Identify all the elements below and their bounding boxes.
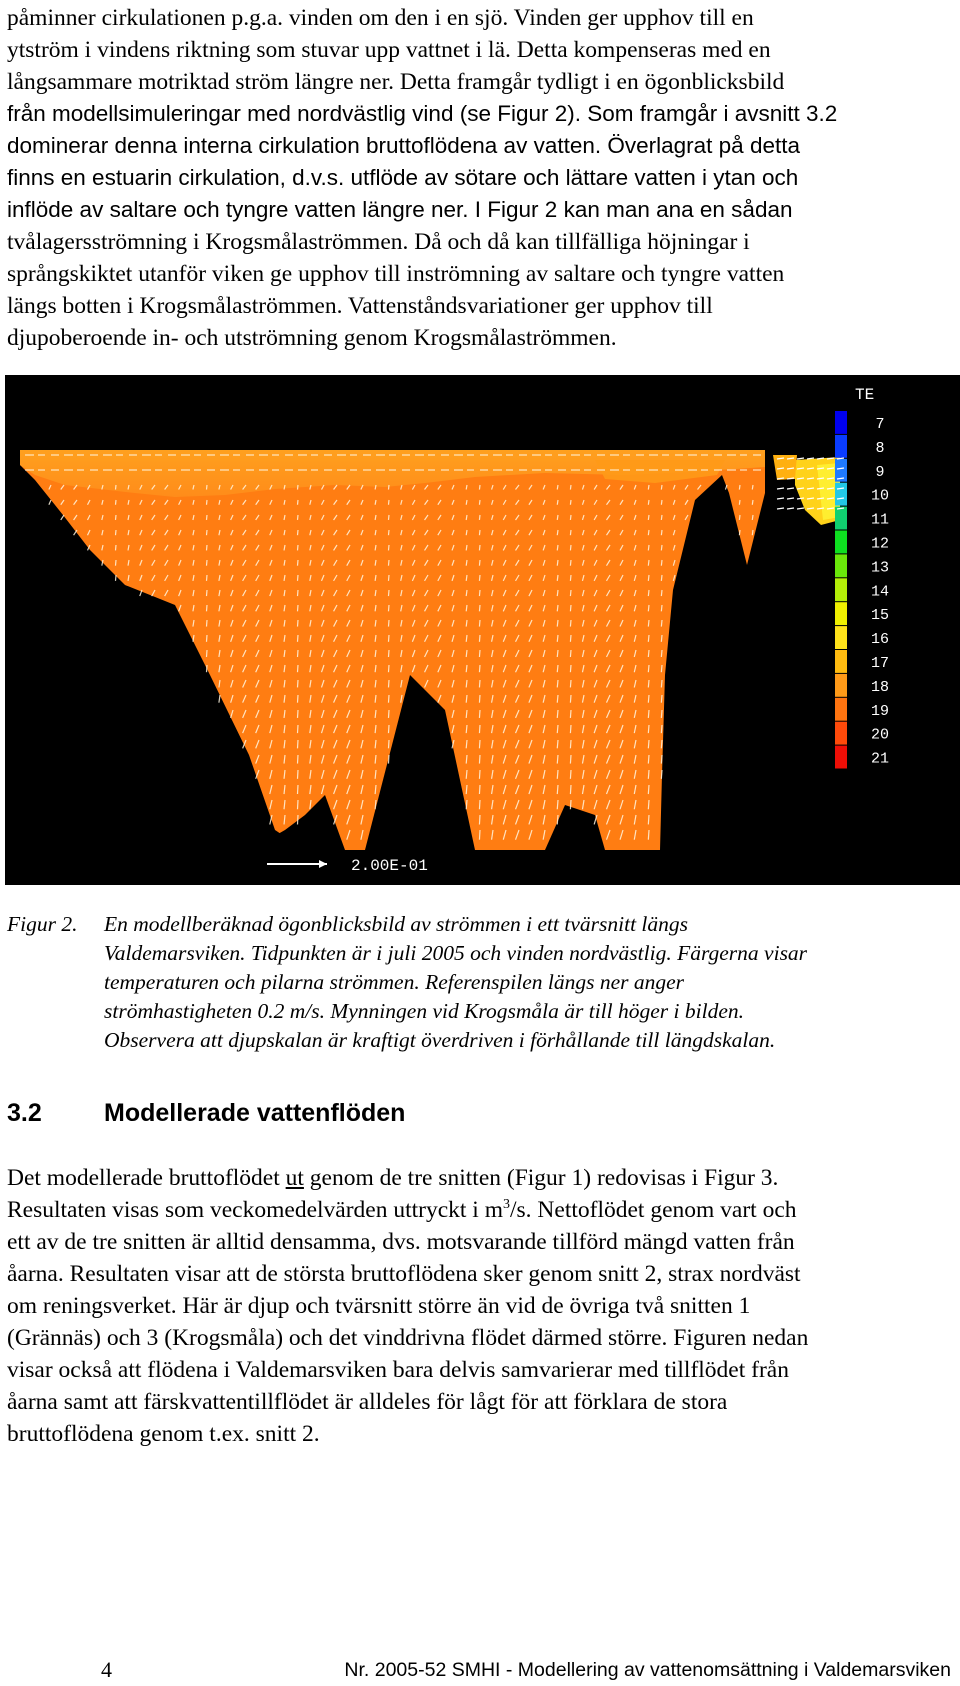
legend-swatch: [835, 435, 847, 458]
body-line: om reningsverket. Här är djup och tvärsnitt större än vid de övriga två snitten 1: [7, 1293, 751, 1319]
current-vector: [297, 515, 298, 520]
intro-line: dominerar denna interna cirkulation bruttoflödena av vatten. Överlagrat på detta: [7, 133, 800, 158]
current-vector: [739, 500, 740, 505]
current-vector: [557, 560, 558, 566]
current-vector: [388, 530, 389, 535]
body-line: [7, 1162, 953, 1194]
body-line: åarna. Resultaten visar att de största bruttoflödena sker genom snitt 2, strax nordväst: [7, 1261, 801, 1287]
current-vector: [466, 800, 467, 809]
current-vector: [207, 485, 208, 490]
current-vector: [557, 620, 558, 627]
current-vector: [479, 800, 480, 809]
intro-line: långsammare motriktad ström längre ner. Detta framgår tydligt i en ögonblicksbild: [7, 69, 785, 95]
current-vector: [297, 545, 298, 550]
current-vector: [648, 560, 649, 566]
current-vector: [557, 710, 558, 718]
current-vector: [466, 650, 467, 657]
current-vector: [388, 695, 389, 703]
current-vector: [570, 545, 571, 550]
current-vector: [661, 635, 662, 642]
current-vector: [661, 590, 662, 596]
current-vector: [479, 695, 480, 703]
body-text: Resultaten visas som veckomedelvärden uttryckt i m: [7, 1197, 503, 1223]
current-vector: [388, 755, 389, 764]
current-vector: [557, 635, 558, 642]
current-vector: [752, 530, 753, 535]
legend-label: 19: [870, 702, 890, 720]
current-vector: [297, 695, 298, 703]
current-vector: [479, 665, 480, 672]
current-vector: [648, 725, 649, 733]
current-vector: [570, 680, 571, 687]
current-vector: [466, 590, 467, 596]
current-vector: [479, 545, 480, 550]
current-vector: [557, 575, 558, 581]
current-vector: [570, 635, 571, 642]
current-vector: [661, 740, 662, 748]
current-vector: [207, 515, 208, 520]
legend-label: 18: [870, 678, 890, 696]
current-vector: [479, 620, 480, 627]
current-vector: [388, 740, 389, 748]
current-vector: [648, 635, 649, 642]
current-vector: [557, 785, 558, 794]
current-vector: [557, 695, 558, 703]
current-vector: [388, 500, 389, 505]
current-vector: [466, 755, 467, 764]
current-vector: [388, 590, 389, 596]
current-vector: [115, 530, 116, 535]
current-vector: [661, 710, 662, 718]
legend-label: 10: [870, 487, 890, 505]
current-vector: [297, 725, 298, 733]
current-vector: [466, 680, 467, 687]
current-vector: [570, 695, 571, 703]
current-vector: [207, 590, 208, 596]
body-text: genom de tre snitten (Figur 1) redovisas i Figur 3.: [303, 1165, 779, 1191]
current-vector: [207, 635, 208, 642]
current-vector: [648, 575, 649, 581]
current-vector: [648, 665, 649, 672]
legend-swatch: [835, 507, 847, 530]
current-vector: [648, 830, 649, 840]
current-vector: [557, 485, 558, 490]
current-vector: [297, 650, 298, 657]
current-vector: [115, 575, 116, 581]
legend-swatch: [835, 722, 847, 745]
current-vector: [557, 800, 558, 809]
current-vector: [739, 515, 740, 520]
intro-line: ytström i vindens riktning som stuvar upp vattnet i lä. Detta kompenseras med en: [7, 37, 771, 63]
underlined-word: ut: [285, 1165, 304, 1191]
legend-swatch: [835, 674, 847, 697]
current-vector: [479, 770, 480, 779]
intro-line: längs botten i Krogsmålaströmmen. Vattenståndsvariationer ger upphov till: [7, 293, 713, 319]
current-vector: [661, 620, 662, 627]
current-vector: [115, 515, 116, 520]
current-vector: [297, 800, 298, 809]
current-vector: [648, 530, 649, 535]
current-vector: [557, 605, 558, 611]
legend-label: 15: [870, 607, 890, 625]
current-vector: [557, 545, 558, 550]
legend-swatch: [835, 698, 847, 721]
current-vector: [297, 680, 298, 687]
body-paragraph: [7, 1162, 953, 1450]
current-vector: [661, 500, 662, 505]
current-vector: [479, 515, 480, 520]
current-vector: [557, 500, 558, 505]
current-vector: [466, 515, 467, 520]
intro-paragraph: [7, 2, 953, 354]
legend-swatch: [835, 531, 847, 554]
current-vector: [297, 770, 298, 779]
legend-swatch: [835, 626, 847, 649]
current-vector: [479, 605, 480, 611]
current-vector: [648, 500, 649, 505]
intro-line: språngskiktet utanför viken ge upphov till inströmning av saltare och tyngre vatten: [7, 261, 785, 287]
current-vector: [479, 755, 480, 764]
current-vector: [466, 560, 467, 566]
current-vector: [479, 815, 480, 824]
current-vector: [466, 695, 467, 703]
current-vector: [388, 620, 389, 627]
current-vector: [648, 800, 649, 809]
current-vector: [479, 530, 480, 535]
legend-label: 7: [875, 416, 885, 433]
current-vector: [479, 635, 480, 642]
current-vector: [388, 485, 389, 490]
current-vector: [466, 485, 467, 490]
current-vector: [648, 650, 649, 657]
legend-label: 16: [870, 631, 890, 649]
caption-line: strömhastigheten 0.2 m/s. Mynningen vid Krogsmåla är till höger i bilden.: [104, 999, 744, 1023]
superscript: 3: [503, 1197, 510, 1213]
intro-line: djupoberoende in- och utströmning genom Krogsmålaströmmen.: [7, 325, 617, 351]
legend-label: 13: [870, 559, 890, 577]
current-vector: [648, 545, 649, 550]
current-vector: [466, 665, 467, 672]
current-vector: [752, 500, 753, 505]
current-vector: [207, 620, 208, 627]
current-vector: [388, 680, 389, 687]
current-vector: [661, 680, 662, 687]
current-vector: [297, 560, 298, 566]
body-text: /s. Nettoflödet genom vart och: [510, 1197, 797, 1223]
current-vector: [570, 665, 571, 672]
current-vector: [466, 545, 467, 550]
current-vector: [570, 800, 571, 809]
current-vector: [207, 665, 208, 672]
section-title: Modellerade vattenflöden: [104, 1099, 406, 1127]
current-vector: [557, 590, 558, 596]
section-number: 3.2: [7, 1099, 42, 1127]
legend-label: 12: [870, 535, 890, 553]
current-vector: [115, 560, 116, 566]
current-vector: [570, 575, 571, 581]
current-vector: [297, 785, 298, 794]
caption-label: Figur 2.: [7, 912, 78, 936]
intro-line: tvålagersströmning i Krogsmålaströmmen. Då och då kan tillfälliga höjningar i: [7, 229, 750, 255]
current-vector: [388, 710, 389, 718]
current-vector: [557, 515, 558, 520]
current-vector: [466, 770, 467, 779]
current-vector: [207, 500, 208, 505]
current-vector: [466, 500, 467, 505]
current-vector: [661, 695, 662, 703]
current-vector: [297, 665, 298, 672]
current-vector: [661, 485, 662, 490]
current-vector: [115, 500, 116, 505]
current-vector: [661, 755, 662, 764]
legend-label: 20: [870, 726, 890, 744]
current-vector: [570, 710, 571, 718]
current-vector: [661, 770, 662, 779]
current-vector: [297, 500, 298, 505]
current-vector: [466, 620, 467, 627]
current-vector: [479, 725, 480, 733]
temperature-current-plot: [5, 375, 960, 885]
current-vector: [297, 530, 298, 535]
current-vector: [207, 650, 208, 657]
current-vector: [466, 725, 467, 733]
legend-label: 8: [875, 439, 885, 457]
body-line: [7, 1194, 953, 1226]
current-vector: [648, 785, 649, 794]
current-vector: [297, 620, 298, 627]
caption-text: [104, 910, 953, 1055]
current-vector: [479, 680, 480, 687]
current-vector: [661, 545, 662, 550]
caption-line: Valdemarsviken. Tidpunkten är i juli 2005 och vinden nordvästlig. Färgerna visar: [104, 941, 808, 965]
current-vector: [115, 545, 116, 550]
legend-swatch: [835, 602, 847, 625]
caption-line: En modellberäknad ögonblicksbild av strömmen i ett tvärsnitt längs: [104, 912, 689, 936]
current-vector: [661, 605, 662, 611]
current-vector: [570, 500, 571, 505]
current-vector: [297, 605, 298, 611]
current-vector: [479, 560, 480, 566]
legend-swatch: [835, 578, 847, 601]
body-text: Det modellerade bruttoflödet: [7, 1165, 286, 1191]
current-vector: [297, 755, 298, 764]
current-vector: [388, 650, 389, 657]
current-vector: [648, 770, 649, 779]
legend-swatch: [835, 483, 847, 506]
current-vector: [388, 665, 389, 672]
page-number: 4: [101, 1657, 112, 1682]
body-line: åarna samt att färskvattentillflödet är alldeles för lågt för att förklara de stora: [7, 1389, 728, 1415]
current-vector: [466, 785, 467, 794]
current-vector: [479, 485, 480, 490]
current-vector: [739, 485, 740, 490]
body-line: bruttoflödena genom t.ex. snitt 2.: [7, 1421, 320, 1447]
caption-line: Observera att djupskalan är kraftigt överdriven i förhållande till längdskalan.: [104, 1028, 776, 1052]
current-vector: [115, 485, 116, 490]
current-vector: [557, 740, 558, 748]
body-line: ett av de tre snitten är alltid densamma, dvs. motsvarande tillförd mängd vatten från: [7, 1229, 795, 1255]
current-vector: [570, 515, 571, 520]
current-vector: [557, 680, 558, 687]
current-vector: [648, 740, 649, 748]
current-vector: [479, 740, 480, 748]
current-vector: [557, 770, 558, 779]
current-vector: [388, 515, 389, 520]
current-vector: [648, 485, 649, 490]
current-vector: [207, 560, 208, 566]
current-vector: [557, 650, 558, 657]
current-vector: [207, 575, 208, 581]
legend-label: 21: [870, 750, 890, 768]
intro-line: från modellsimuleringar med nordvästlig vind (se Figur 2). Som framgår i avsnitt 3.2: [7, 101, 838, 126]
current-vector: [570, 770, 571, 779]
legend-label: 9: [875, 463, 885, 481]
current-vector: [297, 740, 298, 748]
body-line: visar också att flödena i Valdemarsviken bara delvis samvarierar med tillflödet från: [7, 1357, 789, 1383]
current-vector: [388, 575, 389, 581]
current-vector: [466, 710, 467, 718]
current-vector: [661, 650, 662, 657]
current-vector: [466, 635, 467, 642]
current-vector: [388, 605, 389, 611]
reference-arrow-label: 2.00E-01: [351, 857, 428, 875]
intro-line: finns en estuarin cirkulation, d.v.s. utflöde av sötare och lättare vatten i ytan och: [7, 165, 799, 190]
current-vector: [648, 620, 649, 627]
body-line: (Grännäs) och 3 (Krogsmåla) och det vinddrivna flödet därmed större. Figuren nedan: [7, 1325, 809, 1351]
current-vector: [648, 590, 649, 596]
legend-swatch: [835, 554, 847, 577]
current-vector: [557, 530, 558, 535]
legend-swatch: [835, 746, 847, 769]
current-vector: [648, 605, 649, 611]
current-vector: [479, 710, 480, 718]
intro-line: inflöde av saltare och tyngre vatten längre ner. I Figur 2 kan man ana en sådan: [7, 197, 793, 222]
current-vector: [297, 635, 298, 642]
current-vector: [570, 530, 571, 535]
report-title: Nr. 2005-52 SMHI - Modellering av vattenomsättning i Valdemarsviken: [344, 1659, 951, 1681]
current-vector: [466, 740, 467, 748]
current-vector: [570, 560, 571, 566]
current-vector: [388, 635, 389, 642]
current-vector: [661, 515, 662, 520]
current-vector: [648, 755, 649, 764]
current-vector: [648, 710, 649, 718]
current-vector: [466, 605, 467, 611]
current-vector: [570, 725, 571, 733]
cross-section-figure: [5, 375, 960, 885]
current-vector: [570, 605, 571, 611]
current-vector: [570, 590, 571, 596]
current-vector: [479, 590, 480, 596]
legend-label: 14: [870, 583, 890, 601]
current-vector: [388, 725, 389, 733]
current-vector: [648, 515, 649, 520]
current-vector: [388, 545, 389, 550]
current-vector: [557, 665, 558, 672]
current-vector: [207, 545, 208, 550]
current-vector: [207, 530, 208, 535]
current-vector: [661, 725, 662, 733]
legend-swatch: [835, 411, 847, 434]
current-vector: [207, 605, 208, 611]
current-vector: [297, 575, 298, 581]
current-vector: [557, 725, 558, 733]
current-vector: [661, 560, 662, 566]
current-vector: [479, 575, 480, 581]
current-vector: [648, 680, 649, 687]
current-vector: [297, 815, 298, 824]
legend-title: TE: [855, 386, 875, 404]
current-vector: [466, 530, 467, 535]
current-vector: [557, 815, 558, 824]
current-vector: [570, 785, 571, 794]
caption-line: temperaturen och pilarna strömmen. Referenspilen längs ner anger: [104, 970, 685, 994]
current-vector: [297, 710, 298, 718]
current-vector: [570, 620, 571, 627]
legend-swatch: [835, 650, 847, 673]
current-vector: [570, 485, 571, 490]
current-vector: [479, 500, 480, 505]
current-vector: [752, 485, 753, 490]
current-vector: [479, 830, 480, 840]
current-vector: [752, 515, 753, 520]
legend-label: 11: [870, 511, 890, 529]
current-vector: [479, 785, 480, 794]
current-vector: [661, 665, 662, 672]
current-vector: [388, 560, 389, 566]
current-vector: [570, 740, 571, 748]
current-vector: [466, 575, 467, 581]
current-vector: [479, 650, 480, 657]
legend-label: 17: [870, 655, 890, 672]
current-vector: [557, 755, 558, 764]
current-vector: [739, 530, 740, 535]
intro-line: påminner cirkulationen p.g.a. vinden om den i en sjö. Vinden ger upphov till en: [7, 5, 754, 31]
current-vector: [661, 530, 662, 535]
current-vector: [297, 485, 298, 490]
current-vector: [661, 575, 662, 581]
current-vector: [570, 650, 571, 657]
current-vector: [648, 695, 649, 703]
current-vector: [570, 755, 571, 764]
current-vector: [648, 815, 649, 824]
section-heading: [7, 1097, 405, 1129]
current-vector: [297, 590, 298, 596]
